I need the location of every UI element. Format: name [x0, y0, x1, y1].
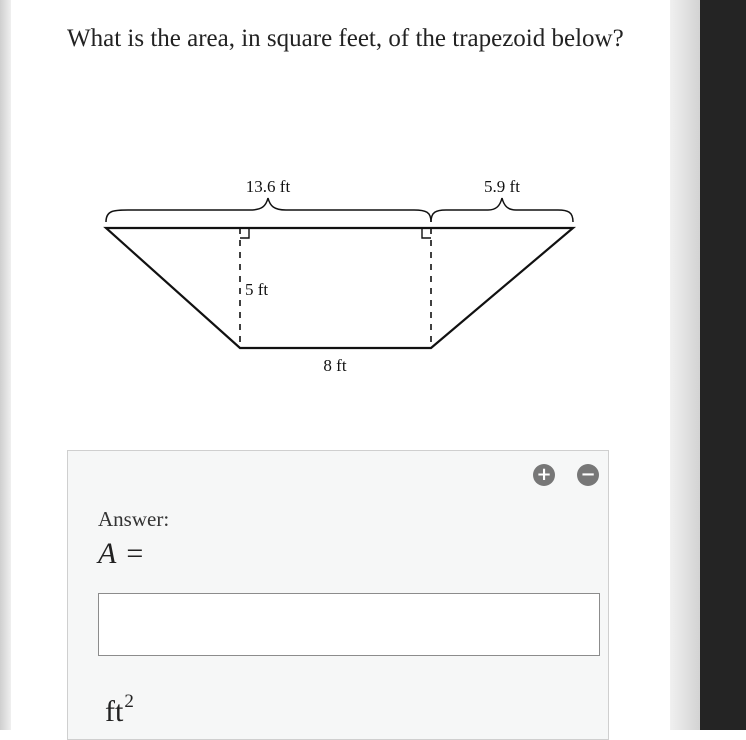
- answer-unit: [105, 691, 134, 729]
- unit-base: ft: [105, 695, 124, 728]
- trapezoid-shape: [106, 228, 573, 348]
- answer-expression: [98, 537, 143, 571]
- left-right-angle-marker: [240, 228, 249, 238]
- minus-icon: −: [580, 464, 596, 485]
- add-term-button[interactable]: [533, 464, 555, 486]
- answer-label: Answer:: [98, 507, 170, 531]
- top-right-brace: [431, 198, 573, 222]
- unit-exponent: 2: [124, 691, 134, 712]
- area-variable: A: [98, 537, 117, 570]
- right-right-angle-marker: [422, 228, 431, 238]
- top-left-segment-label: 13.6 ft: [245, 177, 291, 196]
- bottom-base-label: 8 ft: [323, 356, 347, 375]
- height-label: 5 ft: [245, 280, 269, 299]
- question-text: What is the area, in square feet, of the trapezoid below?: [67, 25, 624, 52]
- answer-panel: [67, 450, 609, 740]
- equals-sign: =: [126, 537, 144, 570]
- top-left-brace: [106, 198, 431, 222]
- answer-input[interactable]: [98, 593, 600, 656]
- top-right-segment-label: 5.9 ft: [484, 177, 520, 196]
- remove-term-button[interactable]: [577, 464, 599, 486]
- plus-icon: +: [536, 464, 552, 485]
